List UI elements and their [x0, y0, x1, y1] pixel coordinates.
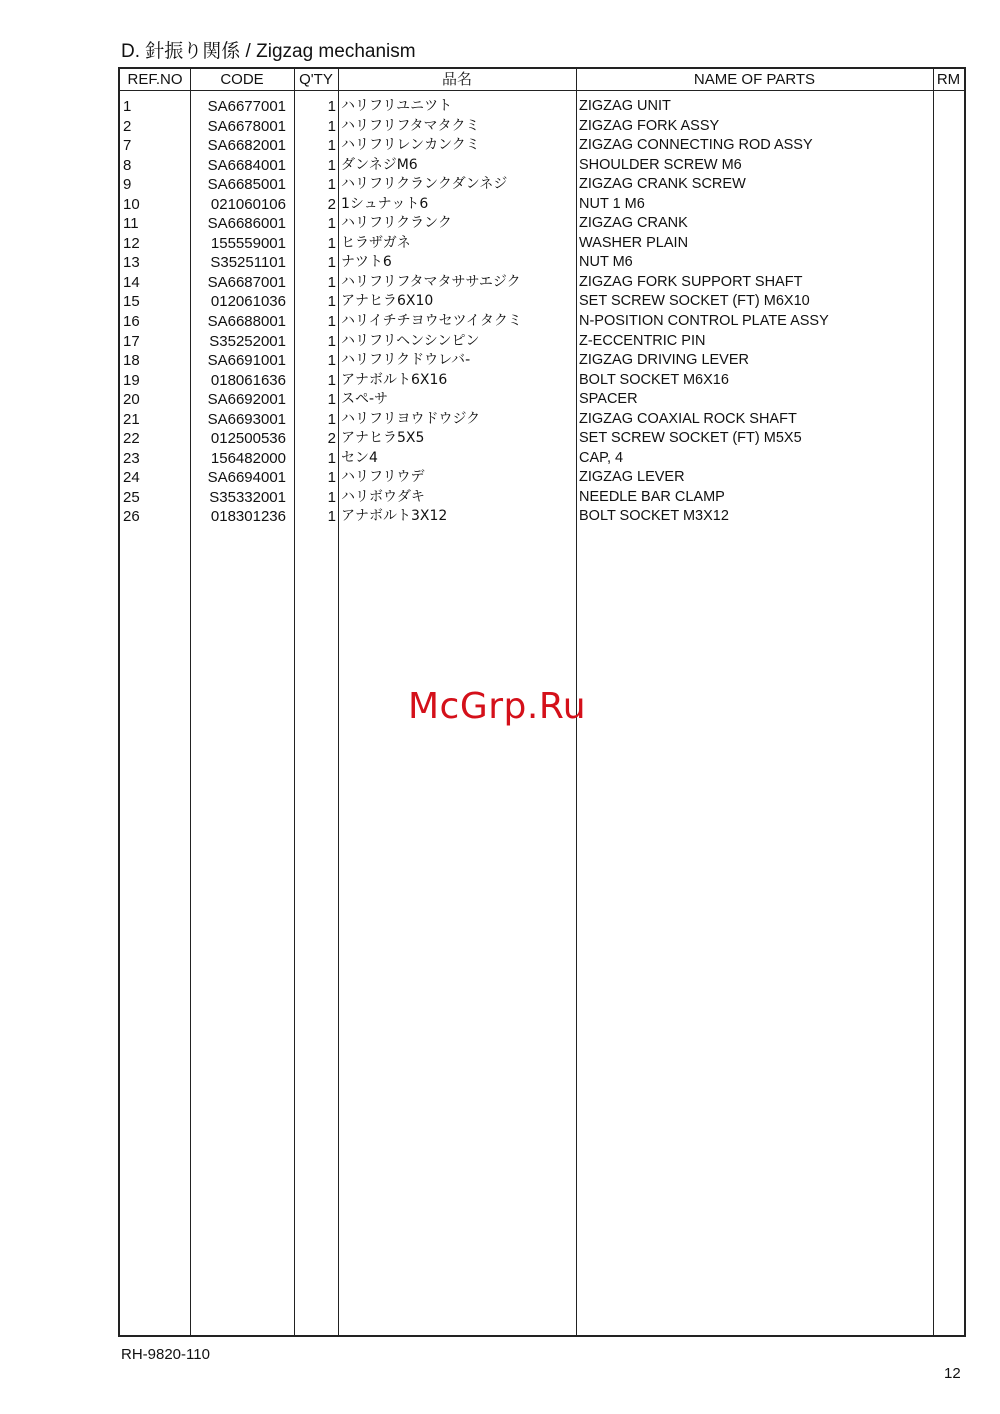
jp-part-name: ハリフリヘンシンピン — [341, 332, 480, 349]
quantity: 1 — [327, 98, 336, 115]
quantity: 1 — [327, 117, 336, 135]
quantity: 1 — [327, 410, 336, 428]
jp-part-name: スペ-サ — [341, 391, 389, 408]
header-jp-name: 品名 — [441, 70, 472, 88]
jp-part-name: ハリフリフタマタササエジク — [341, 273, 521, 290]
ref-no: 9 — [123, 176, 132, 194]
table-row — [120, 97, 964, 117]
part-code: SA6686001 — [207, 215, 286, 233]
part-name: SET SCREW SOCKET (FT) M6X10 — [579, 293, 810, 310]
ref-no: 7 — [123, 137, 132, 155]
quantity: 1 — [327, 313, 336, 331]
part-name: NEEDLE BAR CLAMP — [579, 488, 725, 505]
table-row — [120, 117, 964, 137]
part-name: ZIGZAG COAXIAL ROCK SHAFT — [579, 410, 797, 427]
table-row — [120, 371, 964, 391]
header-qty: Q'TY — [299, 71, 333, 88]
ref-no: 10 — [123, 195, 140, 213]
ref-no: 2 — [123, 117, 132, 135]
quantity: 1 — [327, 371, 336, 389]
table-row — [120, 449, 964, 469]
ref-no: 11 — [123, 215, 139, 233]
ref-no: 14 — [123, 273, 140, 291]
ref-no: 13 — [123, 254, 140, 272]
page-title: D. 針振り関係 / Zigzag mechanism — [121, 41, 416, 62]
part-name: ZIGZAG CRANK SCREW — [579, 176, 746, 193]
part-name: BOLT SOCKET M6X16 — [579, 371, 729, 388]
ref-no: 22 — [123, 430, 140, 448]
part-code: SA6692001 — [207, 391, 286, 409]
part-code: SA6685001 — [207, 176, 286, 194]
part-code: SA6694001 — [207, 469, 286, 487]
table-row — [120, 214, 964, 234]
parts-list — [120, 97, 964, 527]
header-ref: REF.NO — [127, 71, 183, 88]
quantity: 1 — [327, 254, 336, 272]
table-row — [120, 429, 964, 449]
ref-no: 20 — [123, 391, 140, 409]
part-code: SA6693001 — [207, 410, 286, 428]
jp-part-name: ハリフリクランクダンネジ — [341, 176, 508, 193]
jp-part-name: ハリフリレンカンクミ — [341, 137, 480, 154]
part-code: 156482000 — [210, 449, 286, 467]
header-divider — [120, 90, 964, 91]
jp-part-name: ダンネジM6 — [341, 156, 418, 173]
part-code: SA6687001 — [207, 273, 286, 291]
jp-part-name: アナヒラ5X5 — [341, 430, 425, 447]
ref-no: 16 — [123, 313, 140, 331]
part-code: 012061036 — [210, 293, 286, 311]
quantity: 1 — [327, 332, 336, 350]
ref-no: 19 — [123, 371, 140, 389]
table-row — [120, 234, 964, 254]
part-name: WASHER PLAIN — [579, 234, 689, 251]
header-part-name: NAME OF PARTS — [693, 71, 816, 88]
ref-no: 25 — [123, 488, 140, 506]
jp-part-name: ハリイチチヨウセツイタクミ — [341, 313, 522, 330]
table-row — [120, 390, 964, 410]
part-code: 155559001 — [210, 234, 286, 252]
ref-no: 24 — [123, 469, 140, 487]
jp-part-name: ハリフリウデ — [341, 469, 425, 486]
part-name: ZIGZAG FORK SUPPORT SHAFT — [579, 273, 803, 290]
quantity: 1 — [327, 176, 336, 194]
part-code: 021060106 — [210, 195, 286, 213]
part-name: NUT M6 — [579, 254, 633, 271]
quantity: 1 — [327, 391, 336, 409]
table-row — [120, 410, 964, 430]
table-row — [120, 507, 964, 527]
table-row — [120, 195, 964, 215]
quantity: 1 — [327, 488, 336, 506]
part-name: Z-ECCENTRIC PIN — [579, 332, 706, 349]
part-name: NUT 1 M6 — [579, 195, 645, 212]
header-remarks: RM — [936, 71, 961, 88]
part-code: S35252001 — [209, 332, 286, 350]
jp-part-name: アナボルト3X12 — [341, 508, 448, 525]
watermark: McGrp.Ru — [408, 686, 587, 727]
quantity: 1 — [327, 449, 336, 467]
page-number: 12 — [944, 1365, 961, 1382]
part-code: 012500536 — [210, 430, 286, 448]
part-code: SA6691001 — [207, 352, 286, 370]
part-code: SA6682001 — [207, 137, 286, 155]
part-code: SA6678001 — [207, 117, 286, 135]
jp-part-name: アナヒラ6X10 — [341, 293, 434, 310]
quantity: 1 — [327, 215, 336, 233]
part-code: SA6684001 — [207, 156, 286, 174]
part-name: N-POSITION CONTROL PLATE ASSY — [579, 313, 829, 330]
model-number: RH-9820-110 — [121, 1346, 210, 1363]
part-code: S35332001 — [209, 488, 286, 506]
header-code: CODE — [220, 71, 264, 88]
quantity: 1 — [327, 293, 336, 311]
jp-part-name: ハリフリヨウドウジク — [341, 410, 481, 427]
ref-no: 1 — [123, 98, 132, 115]
part-name: ZIGZAG LEVER — [579, 469, 685, 486]
ref-no: 23 — [123, 449, 140, 467]
quantity: 2 — [327, 430, 336, 448]
part-name: ZIGZAG CRANK — [579, 215, 688, 232]
part-name: ZIGZAG FORK ASSY — [579, 117, 720, 134]
table-row — [120, 156, 964, 176]
jp-part-name: ナツト6 — [341, 254, 392, 271]
part-name: ZIGZAG DRIVING LEVER — [579, 352, 749, 369]
table-row — [120, 488, 964, 508]
jp-part-name: ハリボウダキ — [341, 488, 425, 505]
part-name: SPACER — [579, 391, 638, 408]
table-row — [120, 136, 964, 156]
ref-no: 15 — [123, 293, 140, 311]
table-row — [120, 312, 964, 332]
ref-no: 8 — [123, 156, 132, 174]
table-row — [120, 332, 964, 352]
table-row — [120, 468, 964, 488]
quantity: 1 — [327, 352, 336, 370]
ref-no: 17 — [123, 332, 140, 350]
jp-part-name: セン4 — [341, 449, 378, 466]
ref-no: 18 — [123, 352, 140, 370]
part-name: CAP, 4 — [579, 449, 624, 466]
table-row — [120, 351, 964, 371]
part-code: SA6677001 — [207, 98, 286, 115]
ref-no: 26 — [123, 508, 140, 526]
table-row — [120, 292, 964, 312]
jp-part-name: アナボルト6X16 — [341, 371, 448, 388]
part-name: ZIGZAG UNIT — [579, 98, 671, 114]
quantity: 1 — [327, 273, 336, 291]
quantity: 2 — [327, 195, 336, 213]
part-name: SET SCREW SOCKET (FT) M5X5 — [579, 430, 802, 447]
quantity: 1 — [327, 234, 336, 252]
table-row — [120, 175, 964, 195]
jp-part-name: ハリフリクランク — [341, 215, 452, 232]
part-code: 018061636 — [210, 371, 286, 389]
ref-no: 21 — [123, 410, 140, 428]
quantity: 1 — [327, 469, 336, 487]
ref-no: 12 — [123, 234, 140, 252]
jp-part-name: ヒラザガネ — [341, 234, 411, 251]
part-code: SA6688001 — [207, 313, 286, 331]
part-code: S35251101 — [210, 254, 286, 272]
jp-part-name: ハリフリフタマタクミ — [341, 117, 480, 134]
part-name: ZIGZAG CONNECTING ROD ASSY — [579, 137, 813, 154]
quantity: 1 — [327, 156, 336, 174]
jp-part-name: ハリフリユニツト — [341, 98, 453, 114]
jp-part-name: ハリフリクドウレバ- — [341, 352, 471, 369]
table-row — [120, 273, 964, 293]
part-code: 018301236 — [210, 508, 286, 526]
part-name: SHOULDER SCREW M6 — [579, 156, 742, 173]
table-row — [120, 253, 964, 273]
quantity: 1 — [327, 508, 336, 526]
part-name: BOLT SOCKET M3X12 — [579, 508, 729, 525]
quantity: 1 — [327, 137, 336, 155]
jp-part-name: 1シュナット6 — [341, 195, 429, 212]
